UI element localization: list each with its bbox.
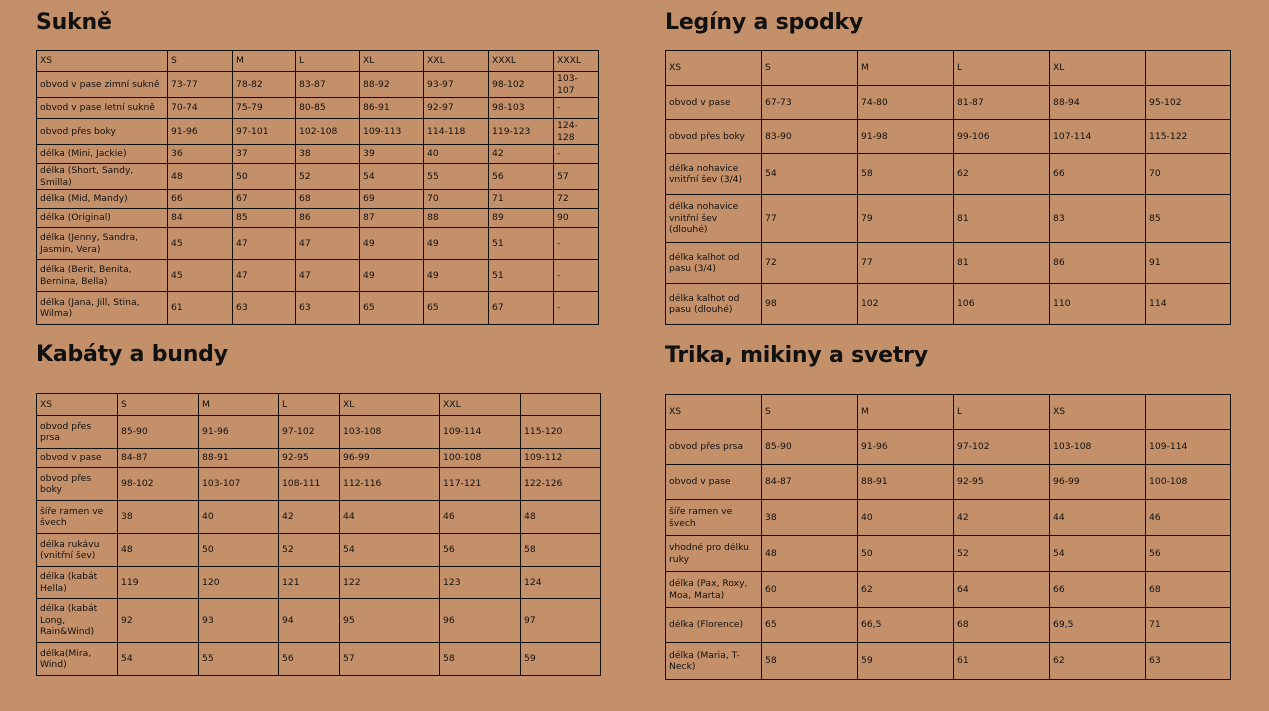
size-header-cell: M <box>233 51 296 72</box>
measurement-row <box>666 536 1231 572</box>
measurement-row <box>37 98 599 119</box>
size-header-cell: XXL <box>440 394 521 416</box>
size-header-first: XS <box>37 51 168 72</box>
measurement-value: 61 <box>168 292 233 325</box>
coats-size-table <box>36 393 601 676</box>
measurement-row <box>666 608 1231 643</box>
measurement-value: 79 <box>858 195 954 243</box>
measurement-value: 85 <box>1146 195 1231 243</box>
measurement-value: 54 <box>340 534 440 567</box>
measurement-row <box>37 468 601 501</box>
measurement-value: 63 <box>296 292 360 325</box>
measurement-value: 86 <box>296 209 360 228</box>
size-header-cell: XL <box>340 394 440 416</box>
measurement-value: 84-87 <box>118 449 199 468</box>
measurement-value: 46 <box>440 501 521 534</box>
measurement-value: 100-108 <box>440 449 521 468</box>
measurement-value: 122 <box>340 567 440 599</box>
measurement-value: 54 <box>762 154 858 195</box>
measurement-row <box>666 465 1231 500</box>
measurement-value: 114 <box>1146 284 1231 325</box>
measurement-row <box>666 572 1231 608</box>
size-header-cell <box>521 394 601 416</box>
measurement-value: 90 <box>554 209 599 228</box>
coats-title: Kabáty a bundy <box>36 342 228 367</box>
measurement-value: 38 <box>762 500 858 536</box>
measurement-label: obvod přes boky <box>37 119 168 145</box>
shirts-size-table <box>665 394 1231 680</box>
measurement-row <box>666 643 1231 680</box>
measurement-value: 45 <box>168 260 233 292</box>
measurement-value: 102-108 <box>296 119 360 145</box>
size-header-first: XS <box>666 395 762 430</box>
measurement-value: 66 <box>1050 572 1146 608</box>
measurement-value: 97-101 <box>233 119 296 145</box>
measurement-value: 44 <box>340 501 440 534</box>
measurement-value: 62 <box>1050 643 1146 680</box>
measurement-value: 62 <box>858 572 954 608</box>
measurement-value: 103-107 <box>554 72 599 98</box>
measurement-row <box>37 292 599 325</box>
measurement-value: 48 <box>521 501 601 534</box>
measurement-value: 98-103 <box>489 98 554 119</box>
measurement-value: 45 <box>168 228 233 260</box>
measurement-value: 55 <box>199 643 279 676</box>
measurement-label: délka nohavice vnitřní šev (dlouhé) <box>666 195 762 243</box>
size-header-first: XS <box>666 51 762 86</box>
measurement-value: 56 <box>279 643 340 676</box>
measurement-label: délka rukávu (vnitřní šev) <box>37 534 118 567</box>
measurement-label: délka kalhot od pasu (3/4) <box>666 243 762 284</box>
size-header-row <box>666 51 1231 86</box>
measurement-value: 69 <box>360 190 424 209</box>
measurement-value: 92-97 <box>424 98 489 119</box>
measurement-label: délka (Jenny, Sandra, Jasmin, Vera) <box>37 228 168 260</box>
measurement-value: 66,5 <box>858 608 954 643</box>
measurement-value: 47 <box>296 228 360 260</box>
measurement-value: 68 <box>954 608 1050 643</box>
measurement-value: 93 <box>199 599 279 643</box>
measurement-label: délka (Pax, Roxy, Moa, Marta) <box>666 572 762 608</box>
measurement-value: 99-106 <box>954 120 1050 154</box>
measurement-label: obvod přes prsa <box>37 416 118 449</box>
measurement-value: 39 <box>360 145 424 164</box>
measurement-row <box>37 567 601 599</box>
leggings-size-table <box>665 50 1231 325</box>
skirts-title: Sukně <box>36 10 112 35</box>
size-header-cell <box>1146 395 1231 430</box>
measurement-row <box>37 145 599 164</box>
measurement-value: 88-91 <box>199 449 279 468</box>
measurement-value: 68 <box>296 190 360 209</box>
measurement-label: obvod přes prsa <box>666 430 762 465</box>
measurement-row <box>666 243 1231 284</box>
measurement-row <box>37 534 601 567</box>
size-header-cell: S <box>762 51 858 86</box>
measurement-value: 55 <box>424 164 489 190</box>
size-header-cell: S <box>168 51 233 72</box>
measurement-label: obvod v pase <box>666 465 762 500</box>
measurement-value: 57 <box>554 164 599 190</box>
size-header-cell: XL <box>360 51 424 72</box>
measurement-label: obvod přes boky <box>666 120 762 154</box>
measurement-value: 36 <box>168 145 233 164</box>
measurement-value: 66 <box>1050 154 1146 195</box>
measurement-row <box>37 599 601 643</box>
measurement-value: 91-96 <box>858 430 954 465</box>
size-header-cell: L <box>279 394 340 416</box>
measurement-value: 115-120 <box>521 416 601 449</box>
measurement-label: obvod v pase letní sukně <box>37 98 168 119</box>
measurement-value: 54 <box>1050 536 1146 572</box>
measurement-row <box>666 284 1231 325</box>
measurement-value: 47 <box>233 260 296 292</box>
measurement-value: 91 <box>1146 243 1231 284</box>
measurement-label: délka (Jana, Jill, Stina, Wilma) <box>37 292 168 325</box>
measurement-value: 40 <box>424 145 489 164</box>
measurement-value: 103-108 <box>340 416 440 449</box>
size-header-first: XS <box>37 394 118 416</box>
measurement-value: 94 <box>279 599 340 643</box>
measurement-row <box>666 195 1231 243</box>
measurement-row <box>666 500 1231 536</box>
measurement-value: - <box>554 228 599 260</box>
measurement-value: 47 <box>233 228 296 260</box>
measurement-value: 48 <box>762 536 858 572</box>
measurement-value: 83 <box>1050 195 1146 243</box>
measurement-value: 83-90 <box>762 120 858 154</box>
measurement-row <box>37 190 599 209</box>
measurement-label: délka (kabát Long, Rain&Wind) <box>37 599 118 643</box>
measurement-row <box>37 449 601 468</box>
measurement-value: 58 <box>762 643 858 680</box>
measurement-value: 119-123 <box>489 119 554 145</box>
measurement-value: 72 <box>554 190 599 209</box>
measurement-value: 92-95 <box>279 449 340 468</box>
measurement-value: 57 <box>340 643 440 676</box>
measurement-value: 67 <box>233 190 296 209</box>
measurement-value: 49 <box>360 260 424 292</box>
measurement-value: - <box>554 145 599 164</box>
measurement-value: 91-96 <box>199 416 279 449</box>
measurement-label: délka (kabát Hella) <box>37 567 118 599</box>
measurement-value: 56 <box>440 534 521 567</box>
measurement-value: 102 <box>858 284 954 325</box>
measurement-value: 46 <box>1146 500 1231 536</box>
measurement-value: 66 <box>168 190 233 209</box>
measurement-value: 98 <box>762 284 858 325</box>
measurement-value: 71 <box>489 190 554 209</box>
measurement-value: 114-118 <box>424 119 489 145</box>
measurement-value: 47 <box>296 260 360 292</box>
measurement-value: 70-74 <box>168 98 233 119</box>
size-header-cell: XXL <box>424 51 489 72</box>
measurement-value: 49 <box>424 228 489 260</box>
measurement-row <box>37 643 601 676</box>
measurement-value: 95-102 <box>1146 86 1231 120</box>
measurement-value: 44 <box>1050 500 1146 536</box>
measurement-value: 65 <box>360 292 424 325</box>
measurement-label: délka (Mid, Mandy) <box>37 190 168 209</box>
measurement-value: 85 <box>233 209 296 228</box>
measurement-value: 54 <box>360 164 424 190</box>
measurement-value: 85-90 <box>762 430 858 465</box>
size-header-cell: L <box>954 51 1050 86</box>
measurement-label: šíře ramen ve švech <box>666 500 762 536</box>
measurement-label: obvod přes boky <box>37 468 118 501</box>
measurement-value: 70 <box>1146 154 1231 195</box>
measurement-row <box>37 164 599 190</box>
shirts-title: Trika, mikiny a svetry <box>665 343 928 368</box>
measurement-value: 63 <box>1146 643 1231 680</box>
measurement-value: 58 <box>521 534 601 567</box>
measurement-value: 50 <box>199 534 279 567</box>
measurement-value: 52 <box>296 164 360 190</box>
measurement-value: 51 <box>489 228 554 260</box>
size-header-row <box>37 51 599 72</box>
measurement-label: délka (Short, Sandy, Smilla) <box>37 164 168 190</box>
size-header-cell: M <box>858 51 954 86</box>
measurement-value: 40 <box>858 500 954 536</box>
measurement-label: šíře ramen ve švech <box>37 501 118 534</box>
measurement-value: 75-79 <box>233 98 296 119</box>
measurement-label: obvod v pase <box>666 86 762 120</box>
measurement-value: 97-102 <box>954 430 1050 465</box>
measurement-value: 115-122 <box>1146 120 1231 154</box>
measurement-value: 50 <box>858 536 954 572</box>
measurement-row <box>37 209 599 228</box>
measurement-value: 124 <box>521 567 601 599</box>
measurement-value: 49 <box>424 260 489 292</box>
size-header-cell: XS <box>1050 395 1146 430</box>
leggings-title: Legíny a spodky <box>665 10 864 35</box>
measurement-value: 78-82 <box>233 72 296 98</box>
measurement-value: 84-87 <box>762 465 858 500</box>
measurement-value: 59 <box>858 643 954 680</box>
measurement-label: délka(Mira, Wind) <box>37 643 118 676</box>
size-header-cell <box>1146 51 1231 86</box>
measurement-label: obvod v pase <box>37 449 118 468</box>
measurement-value: 62 <box>954 154 1050 195</box>
size-header-cell: S <box>118 394 199 416</box>
measurement-value: 95 <box>340 599 440 643</box>
measurement-value: 60 <box>762 572 858 608</box>
measurement-label: délka (Florence) <box>666 608 762 643</box>
measurement-value: 96-99 <box>1050 465 1146 500</box>
skirts-size-table <box>36 50 599 325</box>
measurement-label: délka (Berit, Benita, Bernina, Bella) <box>37 260 168 292</box>
measurement-value: - <box>554 98 599 119</box>
measurement-value: 59 <box>521 643 601 676</box>
size-header-cell: XXXL <box>489 51 554 72</box>
measurement-value: 48 <box>168 164 233 190</box>
measurement-value: 38 <box>118 501 199 534</box>
measurement-value: 124-128 <box>554 119 599 145</box>
measurement-value: 80-85 <box>296 98 360 119</box>
measurement-value: 65 <box>424 292 489 325</box>
measurement-value: 67-73 <box>762 86 858 120</box>
measurement-label: délka kalhot od pasu (dlouhé) <box>666 284 762 325</box>
size-header-cell: M <box>858 395 954 430</box>
measurement-value: 68 <box>1146 572 1231 608</box>
size-header-cell: L <box>296 51 360 72</box>
size-header-cell: M <box>199 394 279 416</box>
measurement-label: délka (Mini, Jackie) <box>37 145 168 164</box>
measurement-value: 100-108 <box>1146 465 1231 500</box>
measurement-value: 110 <box>1050 284 1146 325</box>
measurement-value: 109-114 <box>1146 430 1231 465</box>
measurement-value: 109-113 <box>360 119 424 145</box>
measurement-value: 42 <box>489 145 554 164</box>
measurement-label: délka (Maria, T-Neck) <box>666 643 762 680</box>
measurement-value: 81 <box>954 243 1050 284</box>
size-header-cell: XL <box>1050 51 1146 86</box>
measurement-value: 109-112 <box>521 449 601 468</box>
measurement-value: 52 <box>279 534 340 567</box>
measurement-value: 65 <box>762 608 858 643</box>
measurement-value: - <box>554 292 599 325</box>
measurement-value: 85-90 <box>118 416 199 449</box>
measurement-value: 106 <box>954 284 1050 325</box>
measurement-row <box>666 120 1231 154</box>
measurement-value: 58 <box>440 643 521 676</box>
measurement-label: vhodné pro délku ruky <box>666 536 762 572</box>
measurement-value: 88-91 <box>858 465 954 500</box>
measurement-row <box>37 72 599 98</box>
measurement-value: 83-87 <box>296 72 360 98</box>
measurement-value: 72 <box>762 243 858 284</box>
measurement-value: 81 <box>954 195 1050 243</box>
measurement-value: 98-102 <box>118 468 199 501</box>
measurement-value: 56 <box>1146 536 1231 572</box>
measurement-value: 89 <box>489 209 554 228</box>
measurement-row <box>37 501 601 534</box>
measurement-value: 50 <box>233 164 296 190</box>
measurement-value: 42 <box>279 501 340 534</box>
measurement-value: 108-111 <box>279 468 340 501</box>
measurement-row <box>37 228 599 260</box>
measurement-value: 107-114 <box>1050 120 1146 154</box>
measurement-value: 119 <box>118 567 199 599</box>
measurement-value: 87 <box>360 209 424 228</box>
measurement-value: 109-114 <box>440 416 521 449</box>
measurement-value: 84 <box>168 209 233 228</box>
size-header-cell: S <box>762 395 858 430</box>
measurement-value: 122-126 <box>521 468 601 501</box>
measurement-value: 86 <box>1050 243 1146 284</box>
measurement-value: 112-116 <box>340 468 440 501</box>
measurement-value: 77 <box>762 195 858 243</box>
measurement-value: 67 <box>489 292 554 325</box>
measurement-value: 88-92 <box>360 72 424 98</box>
measurement-row <box>37 260 599 292</box>
measurement-value: 38 <box>296 145 360 164</box>
measurement-value: 58 <box>858 154 954 195</box>
measurement-value: 97 <box>521 599 601 643</box>
measurement-value: 63 <box>233 292 296 325</box>
size-header-cell: L <box>954 395 1050 430</box>
measurement-row <box>666 430 1231 465</box>
measurement-value: 74-80 <box>858 86 954 120</box>
measurement-row <box>37 416 601 449</box>
measurement-value: 88-94 <box>1050 86 1146 120</box>
measurement-label: délka (Original) <box>37 209 168 228</box>
measurement-value: 69,5 <box>1050 608 1146 643</box>
measurement-value: 96-99 <box>340 449 440 468</box>
measurement-row <box>37 119 599 145</box>
size-header-row <box>666 395 1231 430</box>
measurement-value: 98-102 <box>489 72 554 98</box>
measurement-value: 103-108 <box>1050 430 1146 465</box>
measurement-row <box>666 86 1231 120</box>
measurement-value: 117-121 <box>440 468 521 501</box>
measurement-value: 91-98 <box>858 120 954 154</box>
measurement-value: 49 <box>360 228 424 260</box>
size-header-row <box>37 394 601 416</box>
measurement-value: 56 <box>489 164 554 190</box>
measurement-row <box>666 154 1231 195</box>
measurement-value: 73-77 <box>168 72 233 98</box>
measurement-value: 86-91 <box>360 98 424 119</box>
measurement-value: 91-96 <box>168 119 233 145</box>
measurement-value: 92 <box>118 599 199 643</box>
measurement-value: 97-102 <box>279 416 340 449</box>
measurement-value: 103-107 <box>199 468 279 501</box>
measurement-value: 61 <box>954 643 1050 680</box>
measurement-value: 52 <box>954 536 1050 572</box>
measurement-label: délka nohavice vnitřní šev (3/4) <box>666 154 762 195</box>
measurement-value: 92-95 <box>954 465 1050 500</box>
measurement-value: - <box>554 260 599 292</box>
measurement-value: 121 <box>279 567 340 599</box>
measurement-value: 51 <box>489 260 554 292</box>
measurement-value: 88 <box>424 209 489 228</box>
measurement-value: 42 <box>954 500 1050 536</box>
measurement-value: 123 <box>440 567 521 599</box>
measurement-value: 40 <box>199 501 279 534</box>
measurement-value: 54 <box>118 643 199 676</box>
measurement-value: 64 <box>954 572 1050 608</box>
measurement-value: 70 <box>424 190 489 209</box>
measurement-label: obvod v pase zimní sukně <box>37 72 168 98</box>
measurement-value: 93-97 <box>424 72 489 98</box>
measurement-value: 120 <box>199 567 279 599</box>
measurement-value: 77 <box>858 243 954 284</box>
size-header-cell: XXXL <box>554 51 599 72</box>
measurement-value: 81-87 <box>954 86 1050 120</box>
measurement-value: 37 <box>233 145 296 164</box>
measurement-value: 71 <box>1146 608 1231 643</box>
measurement-value: 96 <box>440 599 521 643</box>
measurement-value: 48 <box>118 534 199 567</box>
